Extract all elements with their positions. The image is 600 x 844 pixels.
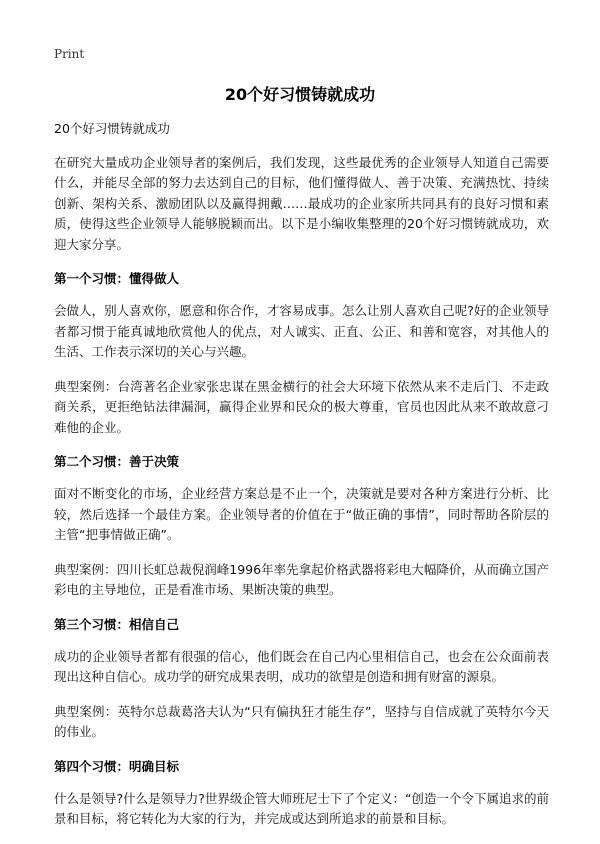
article-subtitle: 20个好习惯铸就成功	[54, 121, 170, 136]
section-1-example: 典型案例：台湾著名企业家张忠谋在黑金横行的社会大环境下依然从来不走后门、不走政商关系，更拒绝钻法律漏洞，赢得企业界和民众的极大尊重，官员也因此从来不敢故意刁难他的企业。	[54, 378, 549, 435]
section-heading-1: 第一个习惯：懂得做人	[54, 271, 180, 286]
section-2-example: 典型案例：四川长虹总裁倪润峰1996年率先拿起价格武器将彩电大幅降价，从而确立国产彩电的主导地位，正是看准市场、果断决策的典型。	[54, 561, 549, 597]
section-2-paragraph-1: 面对不断变化的市场，企业经营方案总是不止一个，决策就是要对各种方案进行分析、比较，然后选择一个最佳方案。企业领导者的价值在于“做正确的事情”，同时帮助各阶层的主管“把事情做正确”。	[54, 486, 549, 542]
intro-paragraph: 在研究大量成功企业领导者的案例后，我们发现，这些最优秀的企业领导人知道自己需要什么，并能尽全部的努力去达到自己的目标，他们懂得做人、善于决策、充满热忱、持续创新、架构关系、激励团队以及赢得拥戴……最成功的企业家所共同具有的良好习惯和素质，使得这些企业领导人能够脱颖而出。以下是小编收集整理的20个好习惯铸就成功，欢迎大家分享。	[54, 154, 549, 252]
section-heading-3: 第三个习惯：相信自己	[54, 616, 180, 632]
section-heading-2: 第二个习惯：善于决策	[54, 454, 180, 469]
print-label[interactable]: Print	[54, 47, 85, 61]
section-3-example: 典型案例：英特尔总裁葛洛夫认为“只有偏执狂才能生存”，坚持与自信成就了英特尔今天的伟业。	[54, 703, 549, 739]
section-3-paragraph-1: 成功的企业领导者都有很强的信心，他们既会在自己内心里相信自己，也会在公众面前表现出这种自信心。成功学的研究成果表明，成功的欲望是创造和拥有财富的源泉。	[54, 648, 549, 684]
section-4-paragraph-1: 什么是领导?什么是领导力?世界级企管大师班尼士下了个定义：“创造一个令下属追求的前景和目标，将它转化为大家的行为，并完成或达到所追求的前景和目标。	[54, 790, 549, 826]
section-heading-4: 第四个习惯：明确目标	[54, 758, 180, 774]
section-1-paragraph-1: 会做人，别人喜欢你，愿意和你合作，才容易成事。怎么让别人喜欢自己呢?好的企业领导者都习惯于能真诚地欣赏他人的优点，对人诚实、正直、公正、和善和宽容，对其他人的生活、工作表示深切的关心与兴趣。	[54, 303, 549, 359]
article-body	[54, 119, 549, 844]
page-title: 20个好习惯铸就成功	[224, 85, 376, 104]
